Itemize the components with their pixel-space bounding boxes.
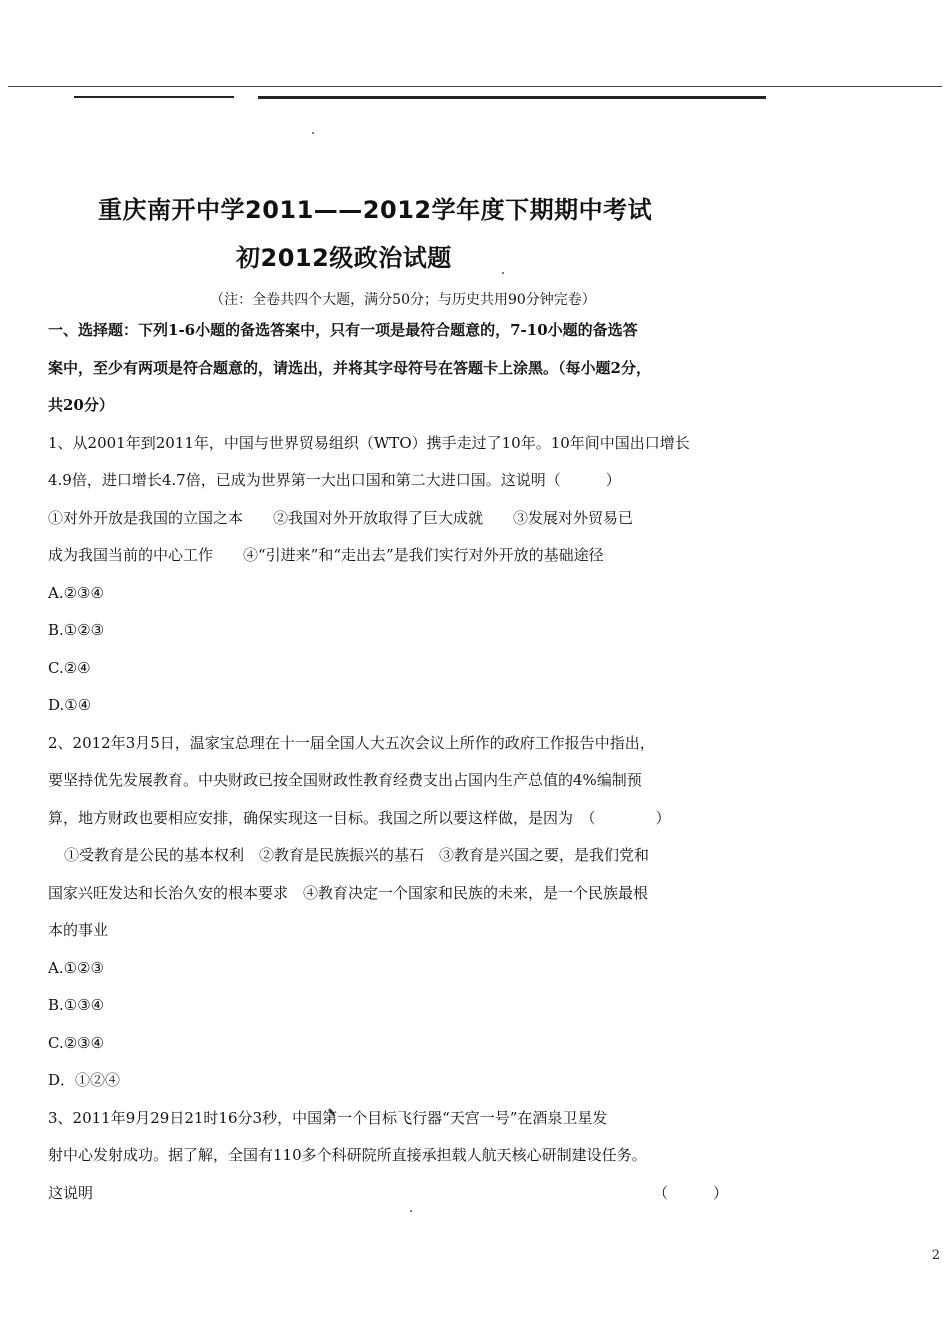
question-stem-line: 4.9倍，进口增长4.7倍，已成为世界第一大出口国和第二大进口国。这说明（ ） (48, 471, 621, 489)
question-stem-line: 1、从2001年到2011年，中国与世界贸易组织（WTO）携手走过了10年。10年间中国出口增长 (48, 433, 690, 452)
answer-option-c[interactable]: C.②③④ (48, 1033, 105, 1052)
instruction-line: 共20分） (48, 396, 114, 414)
answer-option-b[interactable]: B.①③④ (48, 996, 105, 1014)
instruction-line: 一、选择题：下列1-6小题的备选答案中，只有一项是最符合题意的，7-10小题的备选答 (48, 321, 638, 339)
question-stem-last-line (48, 1175, 728, 1213)
answer-option-d[interactable]: D.①④ (48, 696, 92, 714)
page-number: 2 (931, 1248, 940, 1263)
statement-line: 本的事业 (48, 921, 109, 939)
answer-bracket: （ ） (652, 1183, 728, 1202)
scan-artifact-line (258, 96, 766, 99)
question-2 (48, 725, 728, 1100)
top-rule (8, 86, 942, 87)
statement-line: ①对外开放是我国的立国之本 ②我国对外开放取得了巨大成就 ③发展对外贸易已 (48, 508, 634, 527)
exam-title: 重庆南开中学2011——2012学年度下期期中考试 (98, 196, 653, 224)
question-1 (48, 425, 728, 725)
answer-option-b[interactable]: B.①②③ (48, 621, 105, 639)
question-stem-line: 射中心发射成功。据了解，全国有110多个科研院所直接承担载人航天核心研制建设任务。 (48, 1146, 647, 1164)
statement-line: 成为我国当前的中心工作 ④“引进来”和“走出去”是我们实行对外开放的基础途径 (48, 546, 604, 564)
question-stem-line: 2、2012年3月5日，温家宝总理在十一届全国人大五次会议上所作的政府工作报告中指出， (48, 733, 655, 752)
instruction-line: 案中，至少有两项是符合题意的，请选出，并将其字母符号在答题卡上涂黑。（每小题2分， (48, 358, 651, 377)
question-3 (48, 1100, 728, 1213)
scan-speck (312, 132, 314, 134)
question-stem-text: 这说明 (48, 1183, 94, 1202)
statement-line: ①受教育是公民的基本权利 ②教育是民族振兴的基石 ③教育是兴国之要，是我们党和 (64, 846, 650, 864)
answer-option-a[interactable]: A.①②③ (48, 958, 104, 977)
scan-artifact-line (74, 96, 234, 98)
exam-page (48, 190, 728, 1212)
answer-option-a[interactable]: A.②③④ (48, 583, 104, 602)
answer-option-c[interactable]: C.②④ (48, 658, 91, 677)
exam-note: （注：全卷共四个大题，满分50分；与历史共用90分钟完卷） (210, 292, 596, 308)
answer-option-d[interactable]: D．①②④ (48, 1071, 121, 1089)
statement-line: 国家兴旺发达和长治久安的根本要求 ④教育决定一个国家和民族的未来，是一个民族最根 (48, 883, 649, 902)
section1-intro (48, 312, 728, 425)
question-stem-line: 要坚持优先发展教育。中央财政已按全国财政性教育经费支出占国内生产总值的4%编制预 (48, 771, 642, 789)
question-stem-line: 算，地方财政也要相应安排，确保实现这一目标。我国之所以要这样做，是因为 （ ） (48, 808, 671, 827)
exam-subtitle: 初2012级政治试题 (236, 244, 452, 272)
question-stem-line: 3、2011年9月29日21时16分3秒，中国第一个目标飞行器“天宫一号”在酒泉卫星发 (48, 1108, 608, 1127)
